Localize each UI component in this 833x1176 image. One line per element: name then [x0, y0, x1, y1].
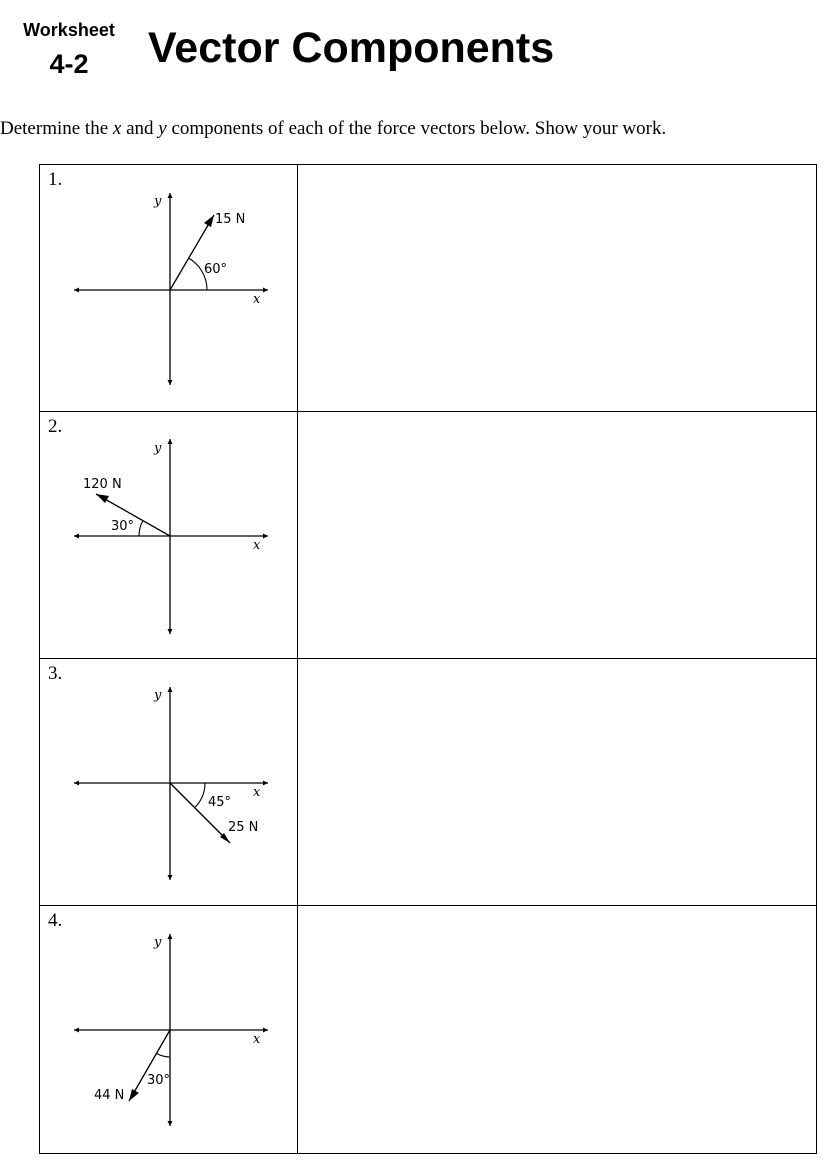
force-vector — [129, 1030, 170, 1101]
problem-table — [39, 164, 817, 1154]
angle-label: 60° — [204, 262, 228, 277]
y-axis-arrowhead-bottom — [168, 629, 173, 634]
problem-number: 2. — [48, 416, 63, 437]
instructions-text-1: Determine the — [0, 118, 113, 139]
force-vector-arrowhead — [96, 494, 109, 503]
angle-arc — [139, 521, 143, 537]
x-axis-label: x — [253, 1032, 261, 1047]
x-axis-arrowhead-left — [74, 1028, 79, 1033]
y-axis-label: y — [154, 935, 162, 950]
y-axis-arrowhead-top — [168, 439, 173, 444]
problem-row-4 — [40, 906, 816, 1153]
force-label: 15 N — [215, 212, 246, 227]
force-vector-arrowhead — [129, 1089, 139, 1101]
problem-row-1 — [40, 165, 816, 412]
answer-cell-3[interactable] — [298, 659, 816, 905]
problem-number: 4. — [48, 910, 63, 931]
problem-number: 1. — [48, 169, 63, 190]
force-vector — [170, 783, 230, 843]
force-vector — [170, 215, 214, 290]
force-vector-arrowhead — [204, 215, 214, 227]
diagram-cell-3 — [40, 659, 298, 905]
worksheet-label: Worksheet — [23, 20, 115, 40]
y-axis-arrowhead-top — [168, 193, 173, 198]
angle-label: 45° — [208, 795, 232, 810]
y-axis-label: y — [154, 194, 162, 209]
y-axis-arrowhead-bottom — [168, 875, 173, 880]
x-axis-arrowhead-left — [74, 288, 79, 293]
instructions-text-3: components of each of the force vectors below. Show your work. — [166, 118, 667, 139]
diagram-cell-2 — [40, 412, 298, 658]
instructions-text-2: and — [121, 118, 159, 139]
page-title: Vector Components — [148, 24, 555, 72]
x-axis-label: x — [253, 292, 261, 307]
vector-diagram-2 — [40, 412, 298, 657]
problem-row-2 — [40, 412, 816, 659]
vector-diagram-3 — [40, 659, 298, 904]
worksheet-number: 4-2 — [49, 49, 89, 79]
problem-number: 3. — [48, 663, 63, 684]
x-axis-arrowhead-left — [74, 781, 79, 786]
answer-cell-4[interactable] — [298, 906, 816, 1153]
problem-row-3 — [40, 659, 816, 906]
angle-label: 30° — [147, 1073, 171, 1088]
instructions-x: x — [112, 118, 122, 139]
x-axis-arrowhead-right — [263, 288, 268, 293]
x-axis-label: x — [253, 538, 261, 553]
angle-arc — [157, 1053, 171, 1057]
y-axis-arrowhead-bottom — [168, 1121, 173, 1126]
y-axis-label: y — [154, 688, 162, 703]
diagram-cell-1 — [40, 165, 298, 411]
x-axis-label: x — [253, 785, 261, 800]
angle-arc — [195, 783, 205, 808]
force-label: 25 N — [228, 820, 259, 835]
y-axis-arrowhead-bottom — [168, 380, 173, 385]
angle-label: 30° — [111, 519, 135, 534]
vector-diagram-4 — [40, 906, 298, 1151]
diagram-cell-4 — [40, 906, 298, 1153]
force-label: 120 N — [83, 477, 122, 492]
x-axis-arrowhead-right — [263, 534, 268, 539]
y-axis-arrowhead-top — [168, 687, 173, 692]
x-axis-arrowhead-left — [74, 534, 79, 539]
instructions — [0, 117, 666, 141]
vector-diagram-1 — [40, 165, 298, 410]
y-axis-label: y — [154, 441, 162, 456]
x-axis-arrowhead-right — [263, 1028, 268, 1033]
answer-cell-2[interactable] — [298, 412, 816, 658]
x-axis-arrowhead-right — [263, 781, 268, 786]
answer-cell-1[interactable] — [298, 165, 816, 411]
y-axis-arrowhead-top — [168, 934, 173, 939]
instructions-y: y — [158, 118, 167, 139]
force-label: 44 N — [94, 1088, 125, 1103]
